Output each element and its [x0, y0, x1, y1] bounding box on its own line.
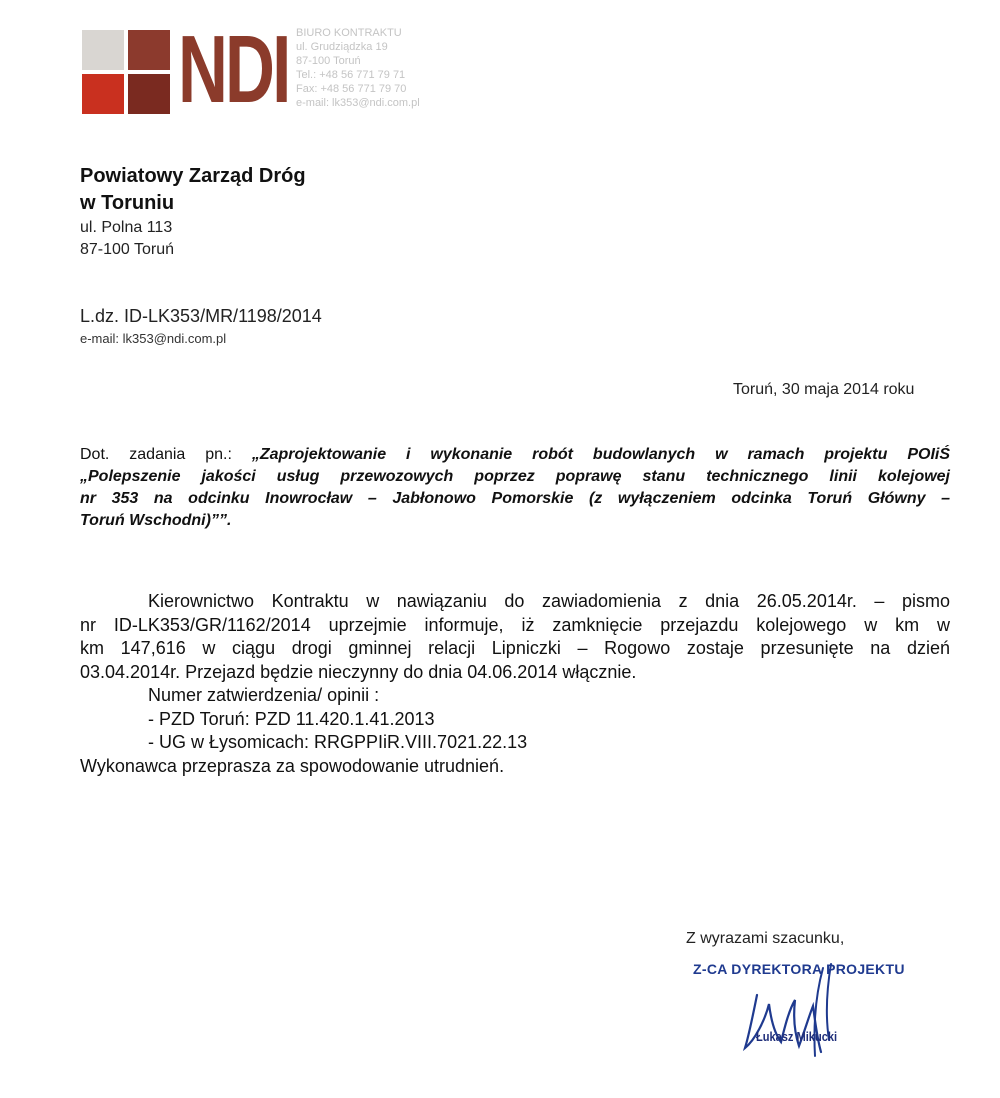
- subject-line-3: nr 353 na odcinku Inowrocław – Jabłonowo Pomorskie (z wyłączeniem odcinka Toruń Główny –: [80, 490, 950, 507]
- office-title: BIURO KONTRAKTU: [296, 27, 402, 39]
- logo-square-brown: [128, 30, 170, 70]
- subject-line-4: Toruń Wschodni)””.: [80, 512, 232, 529]
- recipient-name-line2: w Toruniu: [80, 192, 175, 214]
- office-email: e-mail: lk353@ndi.com.pl: [296, 97, 420, 109]
- office-fax: Fax: +48 56 771 79 70: [296, 83, 407, 95]
- recipient-name-line1: Powiatowy Zarząd Dróg: [80, 165, 306, 187]
- letter-body: [80, 590, 950, 778]
- logo-squares: [82, 30, 170, 114]
- recipient-street: ul. Polna 113: [80, 219, 173, 236]
- subject-line-2: „Polepszenie jakości usług przewozowych poprzez poprawę stanu technicznego linii kolejowej: [80, 468, 950, 485]
- body-line-1: Kierownictwo Kontraktu w nawiązaniu do zawiadomienia z dnia 26.05.2014r. – pismo: [148, 591, 950, 611]
- closing-sentence: Wykonawca przeprasza za spowodowanie utrudnień.: [80, 755, 505, 776]
- subject-lead: Dot. zadania pn.:: [80, 446, 252, 463]
- greeting: Z wyrazami szacunku,: [686, 930, 845, 947]
- office-street: ul. Grudziądzka 19: [296, 41, 388, 53]
- office-city: 87-100 Toruń: [296, 55, 361, 67]
- recipient-city: 87-100 Toruń: [80, 241, 174, 258]
- recipient-block: [80, 163, 306, 261]
- approval-item-pzd: - PZD Toruń: PZD 11.420.1.41.2013: [148, 708, 435, 729]
- approval-item-ug: - UG w Łysomicach: RRGPPIiR.VIII.7021.22.13: [148, 732, 528, 752]
- signer-title: Z-CA DYREKTORA PROJEKTU: [693, 961, 905, 977]
- subject-block: [80, 444, 950, 532]
- logo-square-light: [82, 30, 124, 70]
- signer-name: Łukasz Mikucki: [756, 1029, 838, 1044]
- office-address-block: [296, 26, 420, 110]
- subject-title-1: „Zaprojektowanie i wykonanie robót budowlanych w ramach projektu POIiŚ: [251, 446, 951, 463]
- body-line-4: 03.04.2014r. Przejazd będzie nieczynny do dnia 04.06.2014 włącznie.: [80, 661, 637, 682]
- body-line-3: km 147,616 w ciągu drogi gminnej relacji Lipniczki – Rogowo zostaje przesunięte na dzień: [80, 638, 950, 658]
- letter-date: Toruń, 30 maja 2014 roku: [733, 381, 915, 398]
- approval-heading: Numer zatwierdzenia/ opinii :: [148, 685, 380, 705]
- office-tel: Tel.: +48 56 771 79 71: [296, 69, 406, 81]
- logo-text: NDI: [178, 16, 289, 123]
- reference-number: L.dz. ID-LK353/MR/1198/2014: [80, 306, 322, 326]
- reference-email: e-mail: lk353@ndi.com.pl: [80, 331, 227, 346]
- logo-square-dark: [128, 74, 170, 114]
- logo-square-red: [82, 74, 124, 114]
- subject-line-1: [80, 444, 950, 466]
- body-line-2: nr ID-LK353/GR/1162/2014 uprzejmie informuje, iż zamknięcie przejazdu kolejowego w km w: [80, 614, 950, 635]
